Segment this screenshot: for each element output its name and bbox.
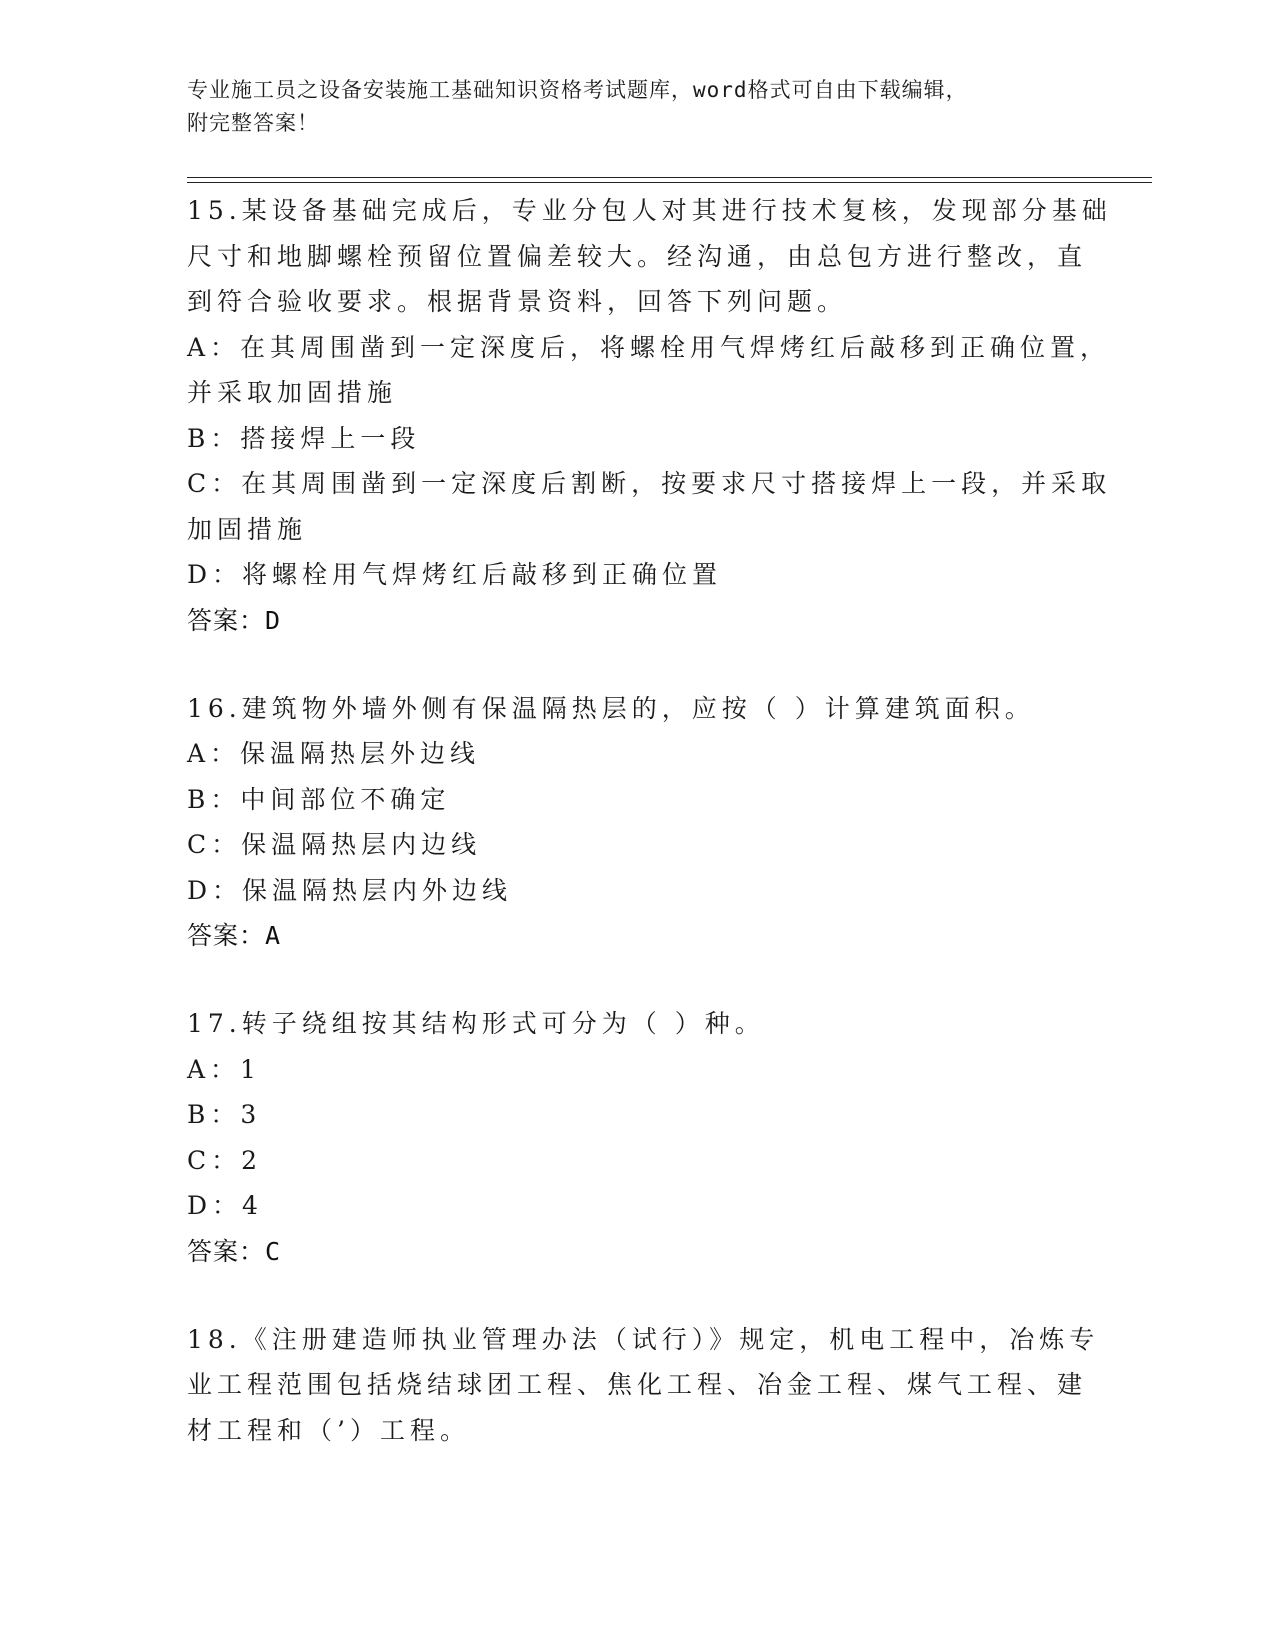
question-block (187, 188, 1112, 644)
option-c-line: C：在其周围凿到一定深度后割断，按要求尺寸搭接焊上一段，并采取 (187, 469, 1112, 498)
header-line-2: 附完整答案！ (187, 111, 319, 135)
answer-label: 答案： (187, 605, 266, 635)
question-stem-line: 17.转子绕组按其结构形式可分为（ ）种。 (187, 1009, 765, 1038)
option-c-line: C：保温隔热层内边线 (187, 830, 482, 859)
question-stem-line: 材工程和（’）工程。 (187, 1415, 470, 1445)
option-a-line: A：保温隔热层外边线 (187, 739, 481, 768)
option-d-line: D：保温隔热层内外边线 (187, 875, 513, 905)
option-c-line: C：2 (187, 1145, 263, 1175)
header-divider-top (187, 177, 1152, 178)
question-stem-line: 16.建筑物外墙外侧有保温隔热层的，应按（ ）计算建筑面积。 (187, 693, 1035, 723)
answer-value: A (265, 921, 282, 950)
question-block (187, 1317, 1100, 1454)
answer-value: D (265, 605, 282, 635)
option-a-line: A：1 (187, 1054, 261, 1084)
question-list (187, 188, 1112, 1495)
question-stem-line: 18.《注册建造师执业管理办法（试行）》规定，机电工程中，冶炼专 (187, 1324, 1100, 1354)
option-b-line: B：3 (187, 1100, 262, 1129)
document-header (187, 74, 1067, 140)
option-c-line: 加固措施 (187, 514, 308, 544)
option-d-line: D：将螺栓用气焊烤红后敲移到正确位置 (187, 560, 723, 589)
option-d-line: D：4 (187, 1191, 263, 1220)
answer-line (187, 598, 1087, 644)
answer-label: 答案： (187, 1236, 266, 1266)
question-stem-line: 到符合验收要求。根据背景资料，回答下列问题。 (187, 287, 848, 316)
question-block (187, 1001, 1087, 1275)
answer-value: C (265, 1236, 282, 1266)
option-b-line: B：中间部位不确定 (187, 784, 451, 814)
question-stem-line: 尺寸和地脚螺栓预留位置偏差较大。经沟通，由总包方进行整改，直 (187, 241, 1088, 271)
header-line-1: 专业施工员之设备安装施工基础知识资格考试题库，word格式可自由下载编辑， (187, 78, 968, 102)
question-stem-line: 15.某设备基础完成后，专业分包人对其进行技术复核，发现部分基础 (187, 196, 1112, 225)
answer-label: 答案： (187, 921, 266, 950)
question-stem-line: 业工程范围包括烧结球团工程、焦化工程、冶金工程、煤气工程、建 (187, 1370, 1088, 1399)
option-a-line: A：在其周围凿到一定深度后，将螺栓用气焊烤红后敲移到正确位置， (187, 332, 1111, 362)
question-block (187, 686, 1087, 960)
option-a-line: 并采取加固措施 (187, 378, 398, 407)
option-b-line: B：搭接焊上一段 (187, 423, 421, 453)
answer-line (187, 1229, 1087, 1275)
answer-line (187, 913, 1087, 959)
header-divider-bottom (187, 182, 1152, 183)
